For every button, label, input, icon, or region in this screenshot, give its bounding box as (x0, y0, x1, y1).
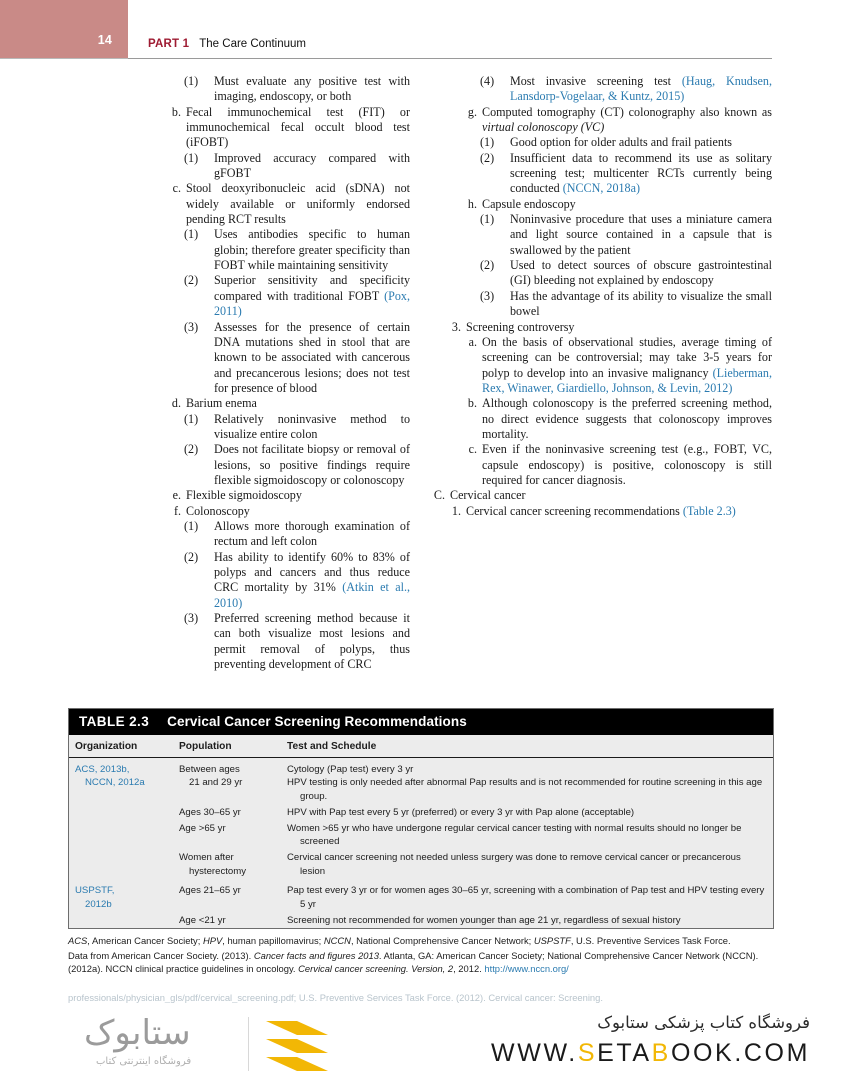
outline-text (482, 335, 772, 396)
cell-population (173, 758, 281, 805)
setabook-logo (76, 1011, 376, 1073)
test-schedule-line: Pap test every 3 yr or for women ages 30–65 yr, screening with a combination of Pap test and HPV testing every 5 yr (287, 885, 765, 910)
outline-text-main: Insufficient data to recommend its use as solitary screening test; multicenter RCTs currently being conducted (510, 150, 772, 196)
test-schedule-line: Cervical cancer screening not needed unless surgery was done to remove cervical cancer or precancerous lesion (287, 852, 741, 877)
outline-text-main: Has ability to identify 60% to 83% of polyps and cancers and thus reduce CRC mortality by 31% (214, 549, 410, 595)
outline-item (136, 396, 410, 411)
cell-population (173, 821, 281, 850)
population-line: Ages 21–65 yr (179, 885, 241, 897)
cell-test-and-schedule (281, 804, 773, 820)
cell-test-and-schedule (281, 758, 773, 805)
source-middle: . Atlanta, GA: American Cancer Society; National Comprehensive Cancer Network (NCCN). (2012a). NCCN clinical practice guidelines in oncology. (68, 950, 759, 975)
outline-text-main: Preferred screening method because it can both visualize most lesions and permit removal of polyps, thus preventing development of CRC (214, 611, 410, 672)
cell-organization (69, 850, 173, 879)
source-note-clipped (68, 991, 780, 1003)
outline-marker: (2) (184, 549, 199, 564)
outline-text (214, 273, 410, 319)
outline-text-main: Most invasive screening test (510, 74, 682, 88)
outline-marker: d. (171, 396, 181, 411)
cell-test-and-schedule (281, 850, 773, 879)
outline-text-main: Screening controversy (466, 319, 575, 334)
outline-text-main: Cervical cancer (450, 488, 526, 503)
citation-link[interactable]: (NCCN, 2018a) (562, 181, 640, 196)
url-letters-eta: ETA (597, 1039, 652, 1067)
outline-text-main: Good option for older adults and frail patients (510, 135, 733, 150)
outline-text (186, 504, 410, 519)
outline-text (214, 227, 410, 273)
outline-marker: (1) (184, 150, 199, 165)
table-2-3 (68, 708, 774, 929)
outline-text-main: Although colonoscopy is the preferred screening method, no direct evidence suggests that colonoscopy improves mortality. (482, 396, 772, 441)
outline-marker: (4) (480, 74, 495, 88)
organization-line: USPSTF, (75, 885, 115, 897)
organization-line: ACS, 2013b, (75, 764, 130, 776)
abbr-acs: ACS (68, 935, 88, 946)
outline-text (482, 442, 772, 488)
cell-organization[interactable] (69, 758, 173, 805)
source-note-clipped-text: professionals/physician_gls/pdf/cervical_screening.pdf; U.S. Preventive Services Task Force. (2012). Cervical cancer: Screening. (68, 992, 603, 1003)
citation-link[interactable]: (Pox, 2011) (214, 288, 410, 319)
outline-marker: b. (171, 104, 181, 119)
abbr-uspstf-expansion: , U.S. Preventive Services Task Force. (570, 935, 731, 946)
outline-item (136, 320, 410, 397)
cell-population (173, 912, 281, 928)
cell-population (173, 879, 281, 912)
outline-item (136, 412, 410, 443)
outline-text-main: Allows more thorough examination of rectum and left colon (214, 518, 410, 549)
watermark-band (0, 1003, 844, 1080)
abbr-uspstf: USPSTF (533, 935, 571, 946)
outline-text-main: Has the advantage of its ability to visualize the small bowel (510, 288, 772, 319)
outline-item (432, 151, 772, 197)
outline-text-main: Flexible sigmoidoscopy (186, 488, 302, 503)
outline-item (432, 258, 772, 289)
outline-text (466, 504, 772, 519)
outline-text (510, 289, 772, 320)
abbr-nccn: NCCN (323, 935, 351, 946)
logo-wordmark-fa: ستابوک (84, 1013, 191, 1053)
column-header-population: Population (173, 735, 281, 758)
outline-marker: 1. (451, 503, 461, 518)
outline-item (432, 212, 772, 258)
outline-text-main: Used to detect sources of obscure gastrointestinal (GI) bleeding not explained by endoscopy (510, 258, 772, 288)
outline-item (432, 74, 772, 105)
outline-item (136, 227, 410, 273)
cell-test-and-schedule (281, 912, 773, 928)
outline-item (136, 442, 410, 488)
cell-population (173, 850, 281, 879)
test-schedule-line: Screening not recommended for women younger than age 21 yr, regardless of sexual history (287, 914, 681, 926)
table-header-row (69, 735, 773, 758)
outline-text (482, 197, 772, 212)
left-text-column (136, 74, 410, 672)
outline-text (214, 151, 410, 182)
outline-text (510, 258, 772, 289)
table-title-bar (69, 709, 773, 735)
outline-text-main: Noninvasive procedure that uses a miniature camera and light source contained in a capsule that is swallowed by the patient (510, 212, 772, 257)
outline-text (214, 74, 410, 105)
outline-text (214, 442, 410, 488)
abbr-acs-expansion: , American Cancer Society; (87, 935, 203, 946)
source-note (68, 949, 780, 975)
outline-text-main: On the basis of observational studies, average timing of screening can be controversial; may take 3-5 years for polyp to develop into an invasive malignancy (482, 334, 772, 380)
table-row (69, 804, 773, 820)
folio-block (0, 0, 128, 58)
header-rule-left (0, 58, 128, 59)
outline-marker: (1) (480, 212, 495, 227)
outline-text-main: Cervical cancer screening recommendations (466, 503, 683, 518)
outline-item (432, 105, 772, 136)
table-number: TABLE 2.3 (79, 714, 150, 729)
source-italic-title-1: Cancer facts and figures 2013 (253, 950, 379, 962)
outline-item (136, 74, 410, 105)
outline-text-main: Must evaluate any positive test with imaging, endoscopy, or both (214, 74, 410, 104)
outline-item (432, 335, 772, 396)
outline-item (432, 488, 772, 503)
outline-marker: c. (468, 442, 477, 457)
right-text-column (432, 74, 772, 519)
outline-item (136, 488, 410, 503)
column-header-organization: Organization (69, 735, 173, 758)
outline-text-main: Does not facilitate biopsy or removal of lesions, so positive findings require flexible sigmoidoscopy or colonoscopy (214, 442, 410, 487)
outline-text-main: Stool deoxyribonucleic acid (sDNA) not widely available or uniformly endorsed pending RCT results (186, 181, 410, 227)
outline-text-main: Fecal immunochemical test (FIT) or immunochemical fecal occult blood test (iFOBT) (186, 104, 410, 150)
outline-text (450, 488, 772, 503)
outline-item (136, 273, 410, 319)
outline-text-main: Even if the noninvasive screening test (e.g., FOBT, VC, capsule endoscopy) is positive, colonoscopy is still required for cancer diagnosis. (482, 442, 772, 487)
outline-text-main: Superior sensitivity and specificity compared with traditional FOBT (214, 273, 410, 303)
url-rest: OOK.COM (670, 1039, 810, 1067)
outline-text (214, 320, 410, 397)
outline-text (186, 396, 410, 411)
outline-text-main: Relatively noninvasive method to visualize entire colon (214, 411, 410, 441)
outline-item (432, 504, 772, 519)
outline-marker: (3) (480, 288, 495, 303)
outline-text (510, 135, 772, 150)
watermark-url (450, 1039, 810, 1068)
outline-item (432, 442, 772, 488)
outline-marker: (1) (184, 518, 199, 533)
population-line: hysterectomy (189, 865, 247, 877)
population-line: Age >65 yr (179, 823, 226, 835)
organization-line: NCCN, 2012a (85, 777, 145, 789)
test-schedule-line: HPV testing is only needed after abnormal Pap results and is not recommended for routine screening in this age group. (287, 777, 763, 802)
abbreviations-note (68, 934, 780, 947)
population-line: Ages 30–65 yr (179, 806, 241, 818)
url-prefix: WWW. (491, 1039, 578, 1067)
outline-item (136, 519, 410, 550)
table-row (69, 850, 773, 879)
outline-marker: (1) (480, 135, 495, 150)
column-header-test-and-schedule: Test and Schedule (281, 735, 773, 758)
abbr-nccn-expansion: , National Comprehensive Cancer Network; (350, 935, 534, 946)
source-url-link[interactable]: http://www.nccn.org/ (484, 963, 569, 975)
source-italic-title-2: Cervical cancer screening. Version, 2 (298, 963, 454, 975)
citation-link[interactable]: (Atkin et al., 2010) (214, 580, 411, 610)
outline-marker: (2) (184, 273, 199, 288)
outline-marker: g. (467, 104, 477, 119)
table-row (69, 758, 773, 805)
url-letter-b: B (651, 1039, 671, 1067)
url-letter-s: S (577, 1039, 598, 1067)
outline-marker: (3) (184, 611, 199, 626)
table-row (69, 912, 773, 928)
test-schedule-line: HPV with Pap test every 5 yr (preferred) or every 3 yr with Pap alone (acceptable) (287, 806, 635, 818)
outline-text-main: Barium enema (186, 396, 257, 411)
outline-item (432, 197, 772, 212)
outline-text-main: Improved accuracy compared with gFOBT (214, 150, 410, 181)
outline-text (510, 74, 772, 105)
outline-item (136, 504, 410, 519)
outline-text (214, 611, 410, 672)
outline-text (510, 212, 772, 258)
population-line: Age <21 yr (179, 914, 226, 926)
running-head (0, 0, 844, 62)
logo-divider (248, 1017, 249, 1071)
outline-item (432, 289, 772, 320)
abbr-hpv-expansion: , human papillomavirus; (222, 935, 324, 946)
outline-text (482, 396, 772, 442)
outline-item (432, 135, 772, 150)
outline-item (432, 396, 772, 442)
source-suffix: , 2012. (453, 963, 485, 975)
outline-text (466, 320, 772, 335)
cell-organization (69, 804, 173, 820)
outline-item (136, 181, 410, 227)
outline-text (186, 105, 410, 151)
outline-text (214, 519, 410, 550)
outline-item (136, 611, 410, 672)
outline-text-main: Colonoscopy (186, 503, 250, 518)
body-columns (0, 74, 844, 686)
outline-text-main: Capsule endoscopy (482, 196, 576, 211)
outline-marker: (2) (480, 258, 495, 273)
citation-link[interactable]: (Lieberman, Rex, Winawer, Giardiello, Johnson, & Levin, 2012) (482, 365, 772, 395)
outline-text (510, 151, 772, 197)
table-row (69, 879, 773, 912)
header-rule (128, 58, 772, 59)
part-label: PART 1 (148, 38, 190, 50)
abbr-hpv: HPV (202, 935, 223, 946)
outline-marker: a. (468, 334, 477, 349)
outline-marker: (1) (184, 227, 199, 242)
outline-marker: (1) (184, 411, 199, 426)
outline-text (186, 488, 410, 503)
outline-marker: b. (467, 396, 477, 411)
outline-marker: (3) (184, 319, 199, 334)
population-line: Between ages (179, 764, 240, 776)
cell-organization (69, 821, 173, 850)
outline-item (432, 320, 772, 335)
table-row (69, 821, 773, 850)
outline-marker: e. (172, 488, 181, 503)
outline-marker: h. (467, 196, 477, 211)
watermark-tagline: فروشگاه کتاب پزشکی ستابوک (597, 1013, 810, 1032)
outline-text (482, 105, 772, 136)
cell-test-and-schedule (281, 821, 773, 850)
cell-test-and-schedule (281, 879, 773, 912)
running-head-text (148, 38, 306, 50)
test-schedule-line: Women >65 yr who have undergone regular cervical cancer testing with normal results should no longer be screened (287, 823, 742, 848)
outline-item (136, 550, 410, 611)
table-title: Cervical Cancer Screening Recommendations (167, 714, 467, 729)
outline-text (214, 550, 410, 611)
organization-line: 2012b (85, 898, 112, 910)
test-schedule-line: Cytology (Pap test) every 3 yr (287, 764, 414, 776)
population-line: Women after (179, 852, 234, 864)
table-footnotes (68, 934, 780, 977)
outline-marker: (1) (184, 74, 199, 88)
outline-marker: C. (433, 488, 445, 503)
cell-organization[interactable] (69, 879, 173, 912)
table-body (69, 735, 773, 928)
outline-text (214, 412, 410, 443)
outline-text (186, 181, 410, 227)
outline-marker: f. (173, 503, 181, 518)
outline-text-main: Assesses for the presence of certain DNA mutations shed in stool that are known to be associated with cancerous and precancerous lesions; does not test for presence of blood (214, 319, 410, 395)
outline-text-main: Uses antibodies specific to human globin; therefore greater specificity than FOBT while maintaining sensitivity (214, 227, 410, 273)
outline-item (136, 151, 410, 182)
part-title: The Care Continuum (199, 38, 306, 50)
outline-marker: (2) (184, 442, 199, 457)
outline-marker: (2) (480, 150, 495, 165)
outline-text-italic: virtual colonoscopy (VC) (482, 120, 605, 135)
citation-link[interactable]: (Haug, Knudsen, Lansdorp-Vogelaar, & Kuntz, 2015) (510, 74, 772, 104)
outline-marker: c. (172, 181, 181, 196)
citation-link[interactable]: (Table 2.3) (682, 503, 736, 518)
source-prefix: Data from American Cancer Society. (2013). (68, 950, 254, 962)
outline-marker: 3. (451, 319, 461, 334)
chevron-icon (266, 1019, 328, 1077)
cell-population (173, 804, 281, 820)
cell-organization (69, 912, 173, 928)
logo-subtitle-fa: فروشگاه اینترنتی کتاب (96, 1056, 192, 1067)
page-number: 14 (97, 33, 112, 47)
outline-text-main: Computed tomography (CT) colonography also known as (482, 104, 772, 119)
outline-item (136, 105, 410, 151)
population-line: 21 and 29 yr (189, 777, 243, 789)
